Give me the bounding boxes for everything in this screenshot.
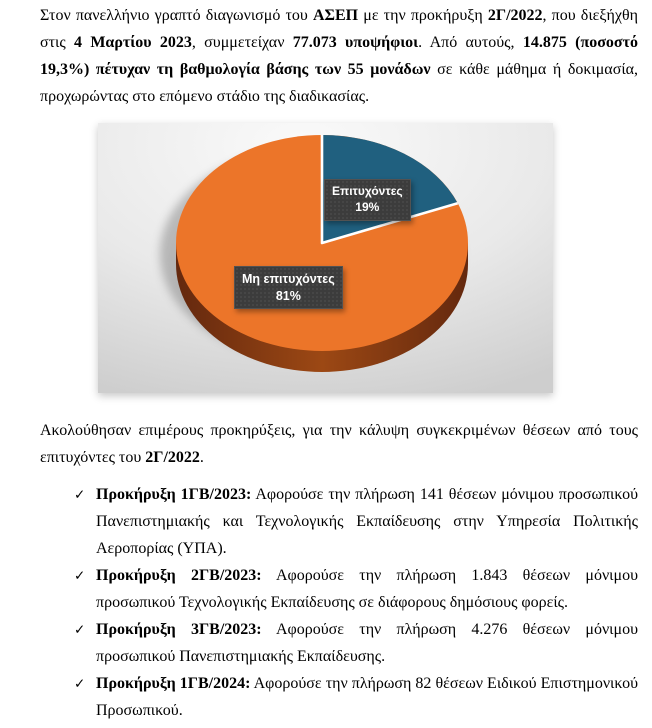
pie-data-label-fail-value: 81% <box>275 288 301 303</box>
bullet-item <box>40 481 638 562</box>
text-run: Ακολούθησαν επιμέρους προκηρύξεις, για την κάλυψη συγκεκριμένων θέσεων από τους επιτυχόντες του <box>40 422 638 466</box>
followup-paragraph <box>40 417 638 471</box>
text-run: . Από αυτούς, <box>418 34 523 51</box>
bullet-item <box>40 670 638 724</box>
pie-chart-svg <box>98 123 553 393</box>
bullet-list <box>40 481 638 724</box>
bullet-body: Αφορούσε την πλήρωση 1.843 θέσεων μόνιμου προσωπικού Τεχνολογικής Εκπαίδευσης σε διάφορους δημόσιους φορείς. <box>96 567 638 611</box>
pie-data-label-success <box>324 179 411 221</box>
text-run-bold: 14.875 (ποσοστό 19,3%) πέτυχαν τη βαθμολογία βάσης των 55 μονάδων <box>40 34 639 78</box>
pie-data-label-fail-name: Μη επιτυχόντες <box>242 272 335 286</box>
text-run-bold: ΑΣΕΠ <box>312 7 359 24</box>
checkmark-icon: ✓ <box>74 487 86 503</box>
text-run-bold: 77.073 υποψήφιοι <box>292 34 419 51</box>
checkmark-icon: ✓ <box>74 568 86 584</box>
text-run: , που διεξήχθη στις <box>40 7 638 51</box>
bullet-body: Αφορούσε την πλήρωση 4.276 θέσεων μόνιμου προσωπικού Πανεπιστημιακής Εκπαίδευσης. <box>96 621 638 665</box>
text-run: σε κάθε μάθημα ή δοκιμασία, προχωρώντας στο επόμενο στάδιο της διαδικασίας. <box>40 61 639 105</box>
text-run: , συμμετείχαν <box>191 34 293 51</box>
text-run: με την προκήρυξη <box>358 7 488 24</box>
bullet-title: Προκήρυξη 1ΓΒ/2023: <box>96 486 252 503</box>
bullet-item <box>40 616 638 670</box>
text-run: . <box>199 449 204 466</box>
intro-paragraph <box>40 2 638 110</box>
bullet-item <box>40 562 638 616</box>
text-run: Στον πανελλήνιο γραπτό διαγωνισμό του <box>40 7 313 24</box>
bullet-title: Προκήρυξη 3ΓΒ/2023: <box>96 621 262 638</box>
checkmark-icon: ✓ <box>74 622 86 638</box>
bullet-body: Αφορούσε την πλήρωση 141 θέσεων μόνιμου προσωπικού Πανεπιστημιακής και Τεχνολογικής Εκπαίδευσης στην Υπηρεσία Πολιτικής Αεροπορίας (ΥΠΑ). <box>96 486 638 557</box>
bullet-body: Αφορούσε την πλήρωση 82 θέσεων Ειδικού Επιστημονικού Προσωπικού. <box>96 675 638 719</box>
checkmark-icon: ✓ <box>74 676 86 692</box>
bullet-title: Προκήρυξη 1ΓΒ/2024: <box>96 675 251 692</box>
pie-data-label-success-name: Επιτυχόντες <box>332 184 403 198</box>
text-run-bold: 2Γ/2022 <box>487 7 543 24</box>
pie-chart <box>98 123 553 393</box>
pie-data-label-success-value: 19% <box>355 199 380 214</box>
text-run-bold: 2Γ/2022 <box>145 449 200 466</box>
pie-data-label-fail <box>234 266 343 309</box>
text-run-bold: 4 Μαρτίου 2023 <box>74 34 192 51</box>
bullet-title: Προκήρυξη 2ΓΒ/2023: <box>96 567 262 584</box>
